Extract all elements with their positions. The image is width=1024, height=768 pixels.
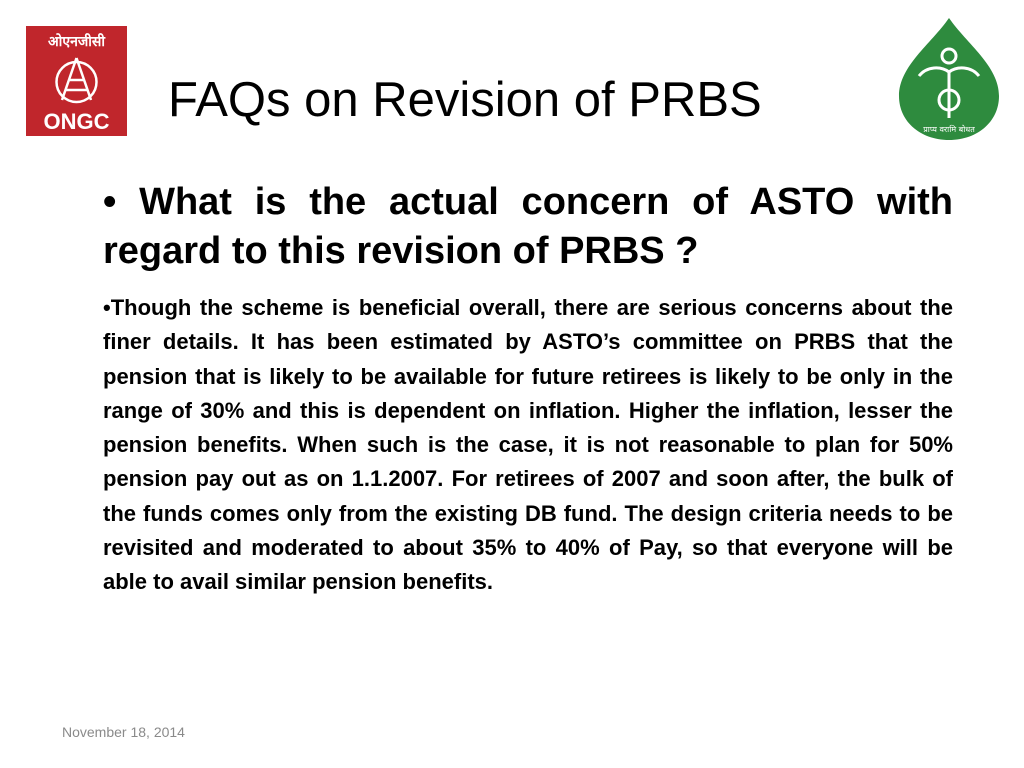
ongc-logo-devanagari: ओएनजीसी [48, 34, 105, 50]
answer-bullet: • [103, 295, 111, 320]
question-bullet: • [103, 181, 117, 223]
question-label: What is the actual concern of ASTO with regard to this revision of PRBS ? [103, 181, 954, 272]
footer-date: November 18, 2014 [62, 724, 185, 740]
answer-label: Though the scheme is beneficial overall, there are serious concerns about the finer details. It has been estimated by ASTO’s committee on PRBS that the pension that is likely to be available for future retirees is likely to be only in the range of 30% and this is dependent on inflation. Higher the inflation, lesser the pension benefits. When such is the case, it is not reasonable to plan for 50% pension pay out as on 1.1.2007. For retirees of 2007 and soon after, the bulk of the funds comes only from the existing DB fund. The design criteria needs to be revisited and moderated to about 35% to 40% of Pay, so that everyone will be able to avail similar pension benefits. [103, 295, 953, 595]
question-text [103, 178, 953, 276]
asto-logo-motto: प्राप्य वरामि बोधत [923, 125, 975, 134]
answer-text [103, 291, 953, 600]
slide-content [103, 178, 953, 600]
ongc-logo-brand: ONGC [43, 109, 110, 134]
page-title: FAQs on Revision of PRBS [168, 73, 762, 127]
ongc-logo [26, 26, 127, 136]
asto-logo [897, 14, 1001, 144]
